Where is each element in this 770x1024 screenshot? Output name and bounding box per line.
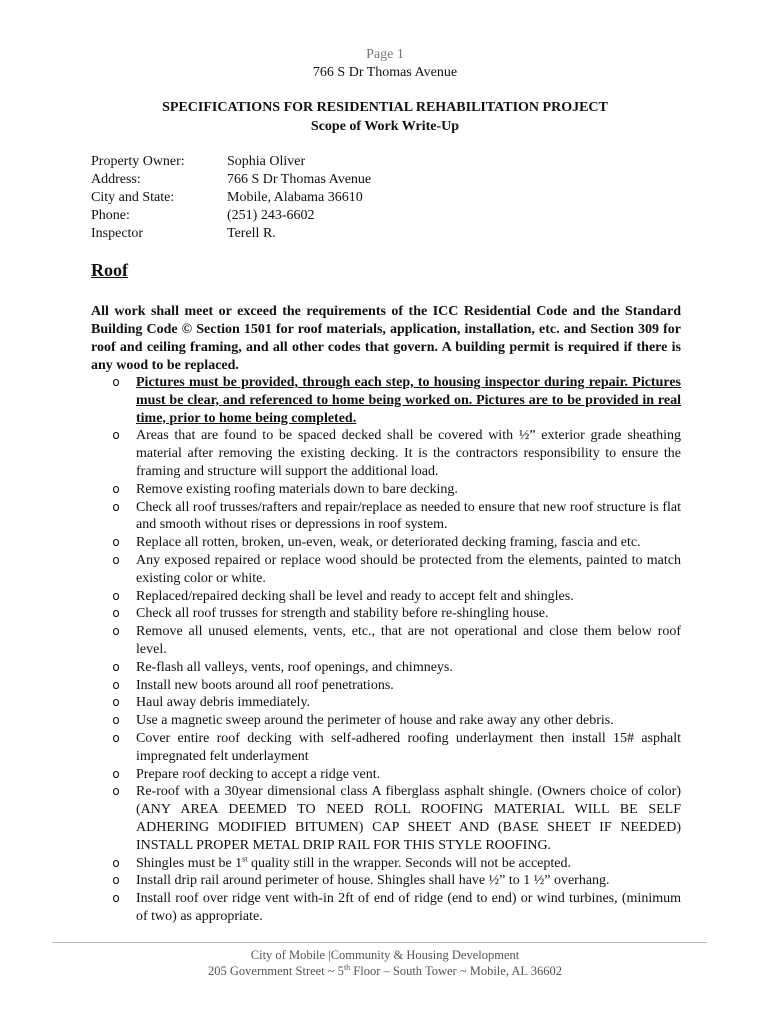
- list-item-text: Remove all unused elements, vents, etc., that are not operational and close them below roof level.: [136, 624, 681, 657]
- list-item: [109, 712, 681, 730]
- inspector-label: Inspector: [91, 226, 144, 241]
- footer-organization: City of Mobile |Community & Housing Development: [250, 948, 520, 962]
- footer-address-superscript: th: [343, 962, 351, 972]
- bullet-marker: o: [112, 784, 120, 799]
- list-item: [109, 552, 681, 588]
- list-item-text: Prepare roof decking to accept a ridge vent.: [136, 766, 381, 782]
- list-item-text: Install drip rail around perimeter of house. Shingles shall have ½” to 1 ½” overhang.: [136, 873, 610, 889]
- list-item: [109, 427, 681, 480]
- list-item-text: Install new boots around all roof penetrations.: [136, 677, 394, 693]
- bullet-marker: o: [112, 606, 120, 621]
- list-item: [109, 783, 681, 854]
- list-item: [109, 677, 681, 695]
- list-item: [109, 499, 681, 535]
- list-item-superscript: st: [242, 853, 248, 863]
- list-item: [109, 481, 681, 499]
- list-item-text: Check all roof trusses for strength and stability before re-shingling house.: [136, 606, 549, 622]
- address-label: Address:: [91, 172, 141, 187]
- property-info: [91, 153, 371, 243]
- document-title: SPECIFICATIONS FOR RESIDENTIAL REHABILITATION PROJECT: [162, 100, 608, 115]
- intro-paragraph: All work shall meet or exceed the requirements of the ICC Residential Code and the Standard Building Code © Section 1501 for roof materials, application, installation, etc. and Section 309 for roof and ceiling framing, and all other codes that govern. A building permit is required if there is any wood to be replaced.: [91, 304, 681, 373]
- specification-list: [109, 374, 681, 926]
- list-item: [109, 730, 681, 766]
- property-owner-value: Sophia Oliver: [227, 154, 306, 169]
- bullet-marker: o: [112, 588, 120, 603]
- bullet-marker: o: [112, 375, 120, 389]
- list-item-text: Any exposed repaired or replace wood should be protected from the elements, painted to match existing color or white.: [136, 552, 681, 586]
- footer-address: [0, 964, 770, 979]
- inspector-value: Terell R.: [227, 226, 276, 241]
- list-item-text: Areas that are found to be spaced decked shall be covered with ½” exterior grade sheathing material after removing the existing decking. It is the contractors responsibility to ensure the framing and structure will support the additional load.: [136, 428, 681, 479]
- header-address: 766 S Dr Thomas Avenue: [312, 65, 458, 80]
- list-item-text: quality still in the wrapper. Seconds will not be accepted.: [247, 855, 571, 871]
- list-item-text: Replaced/repaired decking shall be level and ready to accept felt and shingles.: [136, 588, 574, 604]
- bullet-marker: o: [112, 659, 120, 674]
- bullet-marker: o: [112, 428, 120, 443]
- list-item: [109, 766, 681, 784]
- list-item-text: Pictures must be provided, through each step, to housing inspector during repair. Pictures must be clear, and referenced to home being worked on. Pictures are to be provided in real time, prior to home being completed.: [136, 375, 681, 426]
- address-value: 766 S Dr Thomas Avenue: [227, 172, 372, 187]
- bullet-marker: o: [112, 891, 120, 906]
- bullet-marker: o: [112, 552, 120, 567]
- list-item-text: Remove existing roofing materials down to bare decking.: [136, 481, 458, 497]
- property-row: [91, 171, 371, 189]
- list-item: [109, 890, 681, 926]
- list-item: [109, 694, 681, 712]
- phone-value: (251) 243-6602: [227, 208, 315, 223]
- list-item-text: Cover entire roof decking with self-adhered roofing underlayment then install 15# asphalt impregnated felt underlayment: [136, 730, 681, 764]
- list-item: [109, 872, 681, 890]
- phone-label: Phone:: [91, 208, 130, 223]
- bullet-marker: o: [112, 677, 120, 692]
- page-number: Page 1: [366, 47, 404, 62]
- bullet-marker: o: [112, 855, 120, 870]
- footer-address-end: Floor – South Tower ~ Mobile, AL 36602: [350, 964, 562, 978]
- property-row: [91, 153, 371, 171]
- bullet-marker: o: [112, 535, 120, 550]
- list-item: [109, 588, 681, 606]
- bullet-marker: o: [112, 730, 120, 745]
- bullet-marker: o: [112, 873, 120, 888]
- document-subtitle: Scope of Work Write-Up: [310, 119, 460, 134]
- list-item: [109, 659, 681, 677]
- footer-address-start: 205 Government Street ~ 5: [208, 964, 344, 978]
- footer-divider: [52, 942, 707, 943]
- bullet-marker: o: [112, 766, 120, 781]
- city-state-label: City and State:: [91, 190, 175, 205]
- list-item-text: Use a magnetic sweep around the perimeter of house and rake away any other debris.: [136, 713, 614, 729]
- list-item-text: Shingles must be 1: [136, 855, 243, 871]
- list-item-text: Check all roof trusses/rafters and repair/replace as needed to ensure that new roof structure is flat and smooth without rises or depressions in roof system.: [136, 499, 681, 533]
- list-item: [109, 374, 681, 427]
- list-item-text: Install roof over ridge vent with-in 2ft of end of ridge (end to end) or wind turbines, (minimum of two) as appropriate.: [136, 891, 681, 924]
- list-item: [109, 534, 681, 552]
- list-item-text: Re-roof with a 30year dimensional class A fiberglass asphalt shingle. (Owners choice of color) (ANY AREA DEEMED TO NEED ROLL ROOFING MATERIAL WILL BE SELF ADHERING MODIFIED BITUMEN) CAP SHEET AND (BASE SHEET IF NEEDED) INSTALL PROPER METAL DRIP RAIL FOR THIS STYLE ROOFING.: [136, 784, 681, 853]
- property-row: [91, 207, 371, 225]
- list-item-text: Re-flash all valleys, vents, roof openings, and chimneys.: [136, 659, 453, 675]
- list-item: [109, 605, 681, 623]
- bullet-marker: o: [112, 624, 120, 639]
- list-item: [109, 855, 681, 873]
- property-row: [91, 225, 371, 243]
- property-row: [91, 189, 371, 207]
- list-item-text: Replace all rotten, broken, un-even, weak, or deteriorated decking framing, fascia and etc.: [136, 535, 641, 551]
- city-state-value: Mobile, Alabama 36610: [227, 190, 363, 205]
- bullet-marker: o: [112, 499, 120, 514]
- bullet-marker: o: [112, 481, 120, 496]
- bullet-marker: o: [112, 695, 120, 710]
- list-item: [109, 623, 681, 659]
- property-owner-label: Property Owner:: [91, 154, 185, 169]
- bullet-marker: o: [112, 713, 120, 728]
- list-item-text: Haul away debris immediately.: [136, 695, 311, 711]
- section-heading-roof: Roof: [91, 260, 128, 280]
